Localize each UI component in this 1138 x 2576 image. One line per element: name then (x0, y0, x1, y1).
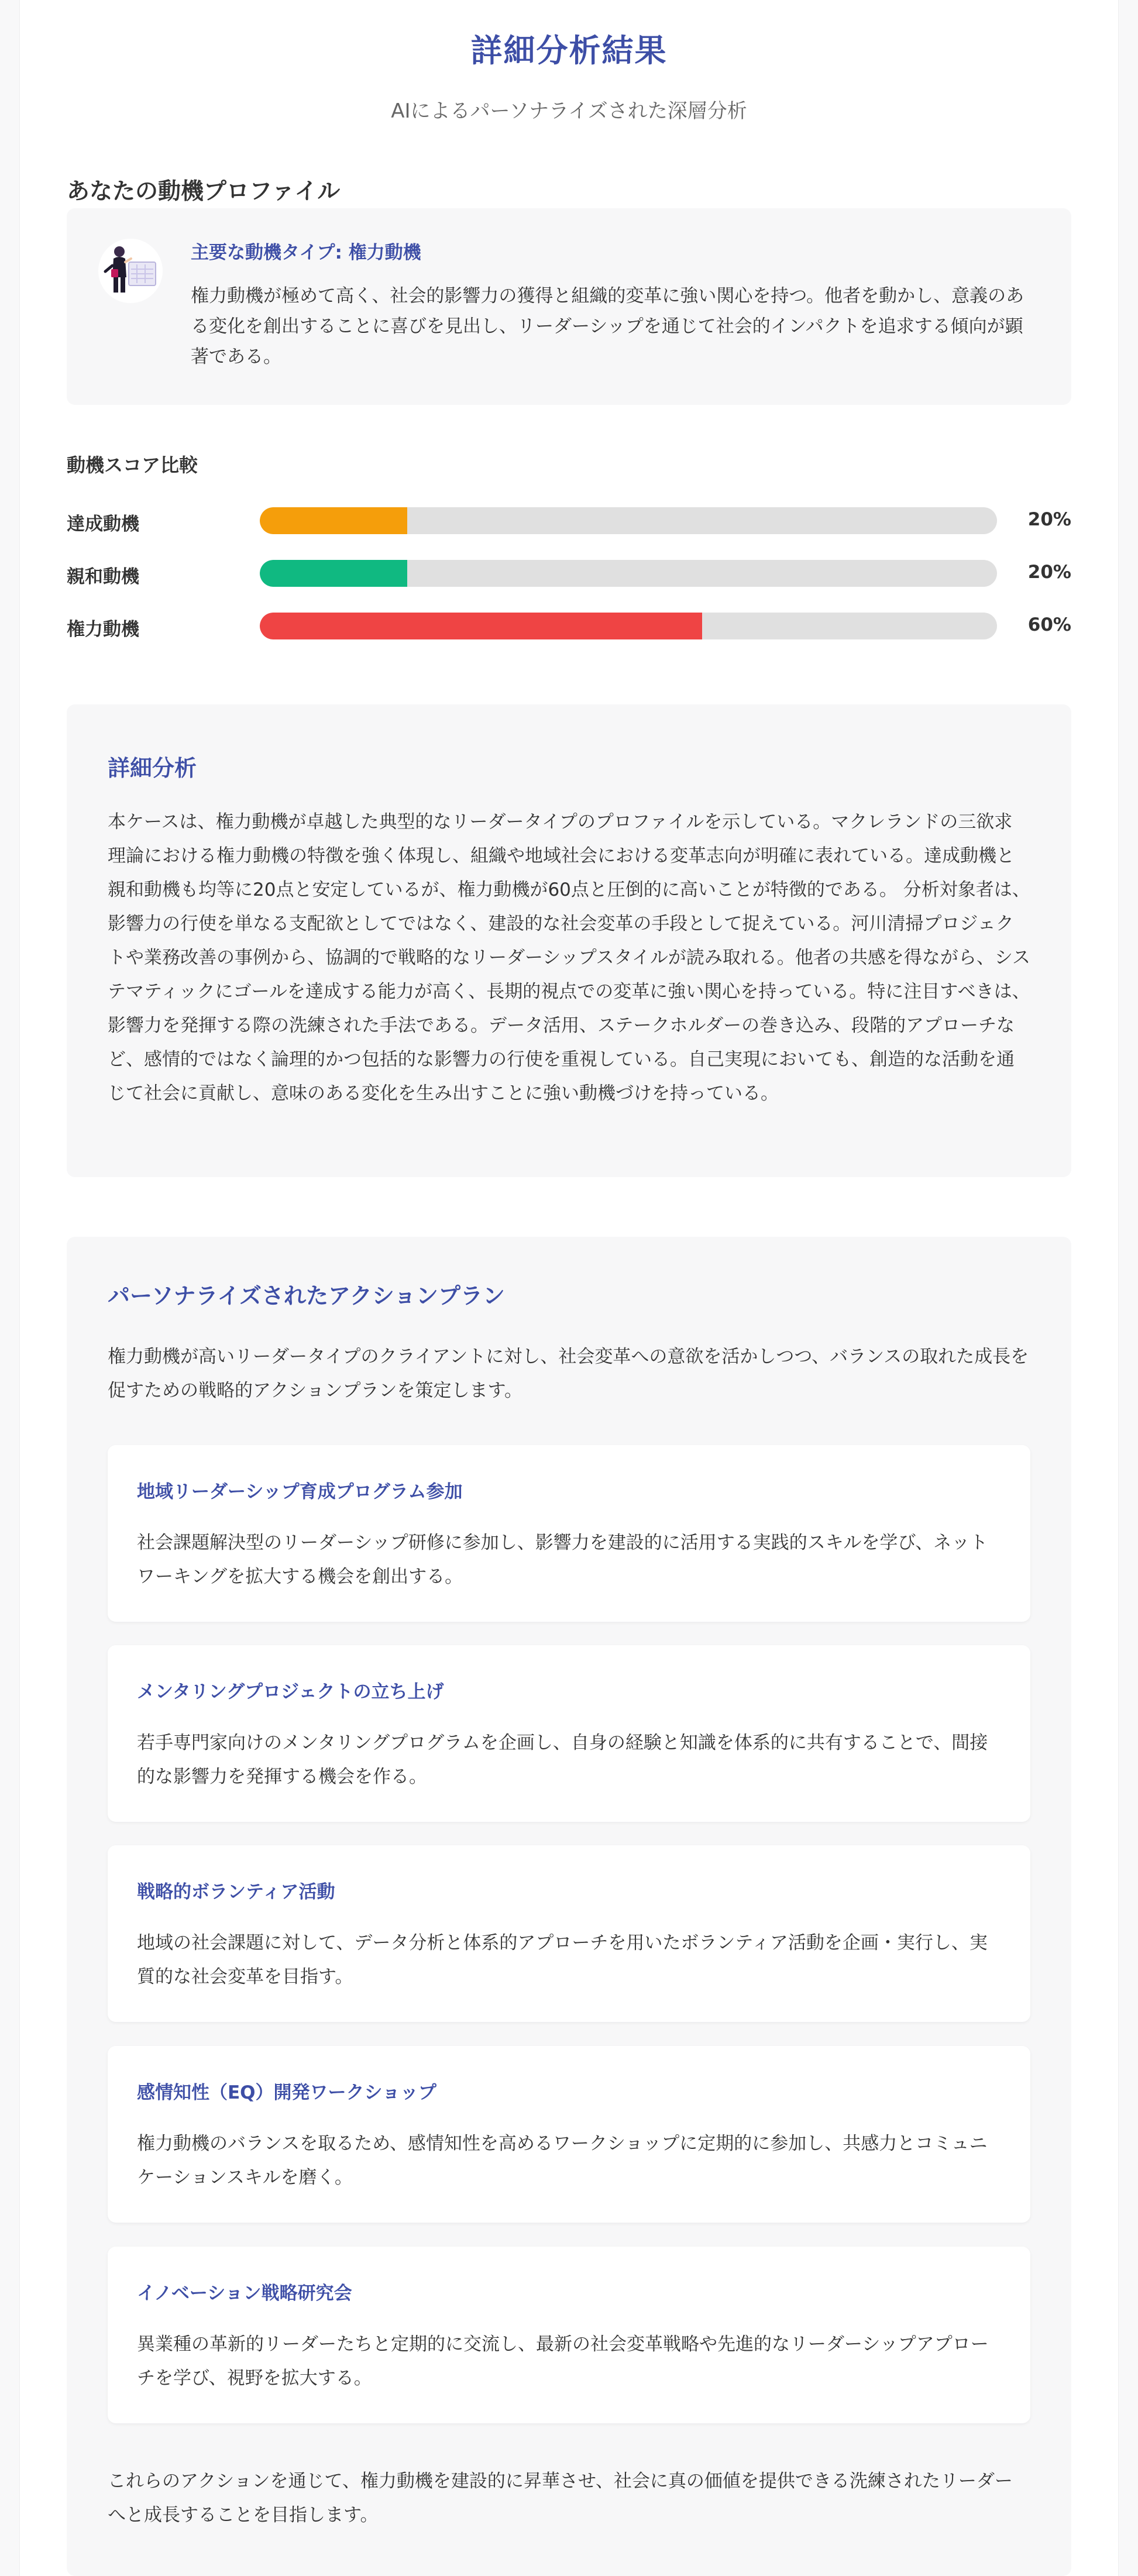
action-plan-outro: これらのアクションを通じて、権力動機を建設的に昇華させ、社会に真の価値を提供できる洗練されたリーダーへと成長することを目指します。 (108, 2471, 1013, 2526)
action-card (108, 1445, 1030, 1622)
action-card (108, 2247, 1030, 2423)
action-title: イノベーション戦略研究会 (137, 2283, 352, 2304)
action-card (108, 2046, 1030, 2223)
action-description: 若手専門家向けのメンタリングプログラムを企画し、自身の経験と知識を体系的に共有することで、間接的な影響力を発揮する機会を作る。 (137, 1732, 988, 1787)
score-track (260, 560, 997, 587)
profile-card (67, 208, 1071, 405)
action-title: 戦略的ボランティア活動 (137, 1882, 335, 1903)
action-plan-title: パーソナライズされたアクションプラン (108, 1283, 506, 1309)
page-title: 詳細分析結果 (470, 32, 668, 69)
score-value: 20% (1027, 509, 1071, 530)
score-bar-fill (260, 507, 407, 534)
results-sheet (20, 0, 1118, 2576)
action-description: 地域の社会課題に対して、データ分析と体系的アプローチを用いたボランティア活動を企画・実行し、実質的な社会変革を目指す。 (137, 1932, 988, 1987)
score-value: 20% (1027, 562, 1071, 583)
score-label: 権力動機 (67, 619, 139, 640)
score-track (260, 507, 997, 534)
analysis-title: 詳細分析 (108, 755, 197, 781)
analysis-body: 本ケースは、権力動機が卓越した典型的なリーダータイプのプロファイルを示している。マクレランドの三欲求理論における権力動機の特徴を強く体現し、組織や地域社会における変革志向が明確に表れている。達成動機と親和動機も均等に20点と安定しているが、権力動機が60点と圧倒的に高いことが特徴的である。 分析対象者は、影響力の行使を単なる支配欲としてではなく、建設的な社会変革の手段として捉えている。河川清掃プロジェクトや業務改善の事例から、協調的で戦略的なリーダーシップスタイルが読み取れる。他者の共感を得ながら、システマティックにゴールを達成する能力が高く、長期的視点での変革に強い関心を持っている。特に注目すべきは、影響力を発揮する際の洗練された手法である。データ活用、ステークホルダーの巻き込み、段階的アプローチなど、感情的ではなく論理的かつ包括的な影響力の行使を重視している。自己実現においても、創造的な活動を通じて社会に貢献し、意味のある変化を生み出すことに強い動機づけを持っている。 (108, 811, 1030, 1104)
score-row-affiliation (67, 555, 1071, 590)
score-bar-fill (260, 613, 702, 639)
leader-at-board-icon (98, 239, 163, 303)
score-row-achievement (67, 502, 1071, 537)
profile-section-title: あなたの動機プロファイル (67, 178, 341, 205)
score-row-power (67, 607, 1071, 642)
action-description: 権力動機のバランスを取るため、感情知性を高めるワークショップに定期的に参加し、共感力とコミュニケーションスキルを磨く。 (137, 2133, 988, 2188)
action-plan-panel (67, 1237, 1071, 2576)
action-title: 地域リーダーシップ育成プログラム参加 (137, 1481, 463, 1502)
action-card (108, 1645, 1030, 1822)
analysis-panel (67, 704, 1071, 1177)
score-value: 60% (1027, 614, 1071, 635)
action-title: メンタリングプロジェクトの立ち上げ (137, 1681, 444, 1703)
motive-type-description: 権力動機が極めて高く、社会的影響力の獲得と組織的変革に強い関心を持つ。他者を動かし、意義のある変化を創出することに喜びを見出し、リーダーシップを通じて社会的インパクトを追求する傾向が顕著である。 (191, 286, 1024, 367)
score-track (260, 613, 997, 639)
score-label: 達成動機 (67, 514, 139, 535)
action-description: 異業種の革新的リーダーたちと定期的に交流し、最新の社会変革戦略や先進的なリーダーシップアプローチを学び、視野を拡大する。 (137, 2334, 989, 2389)
score-section-title: 動機スコア比較 (67, 454, 198, 476)
action-plan-intro: 権力動機が高いリーダータイプのクライアントに対し、社会変革への意欲を活かしつつ、バランスの取れた成長を促すための戦略的アクションプランを策定します。 (108, 1346, 1029, 1401)
motive-type-title: 主要な動機タイプ: 権力動機 (191, 242, 421, 263)
score-bar-fill (260, 560, 407, 587)
action-card (108, 1845, 1030, 2022)
action-description: 社会課題解決型のリーダーシップ研修に参加し、影響力を建設的に活用する実践的スキルを学び、ネットワーキングを拡大する機会を創出する。 (137, 1532, 988, 1587)
score-label: 親和動機 (67, 566, 139, 587)
page-subtitle: AIによるパーソナライズされた深層分析 (391, 99, 747, 123)
action-title: 感情知性（EQ）開発ワークショップ (137, 2082, 436, 2103)
